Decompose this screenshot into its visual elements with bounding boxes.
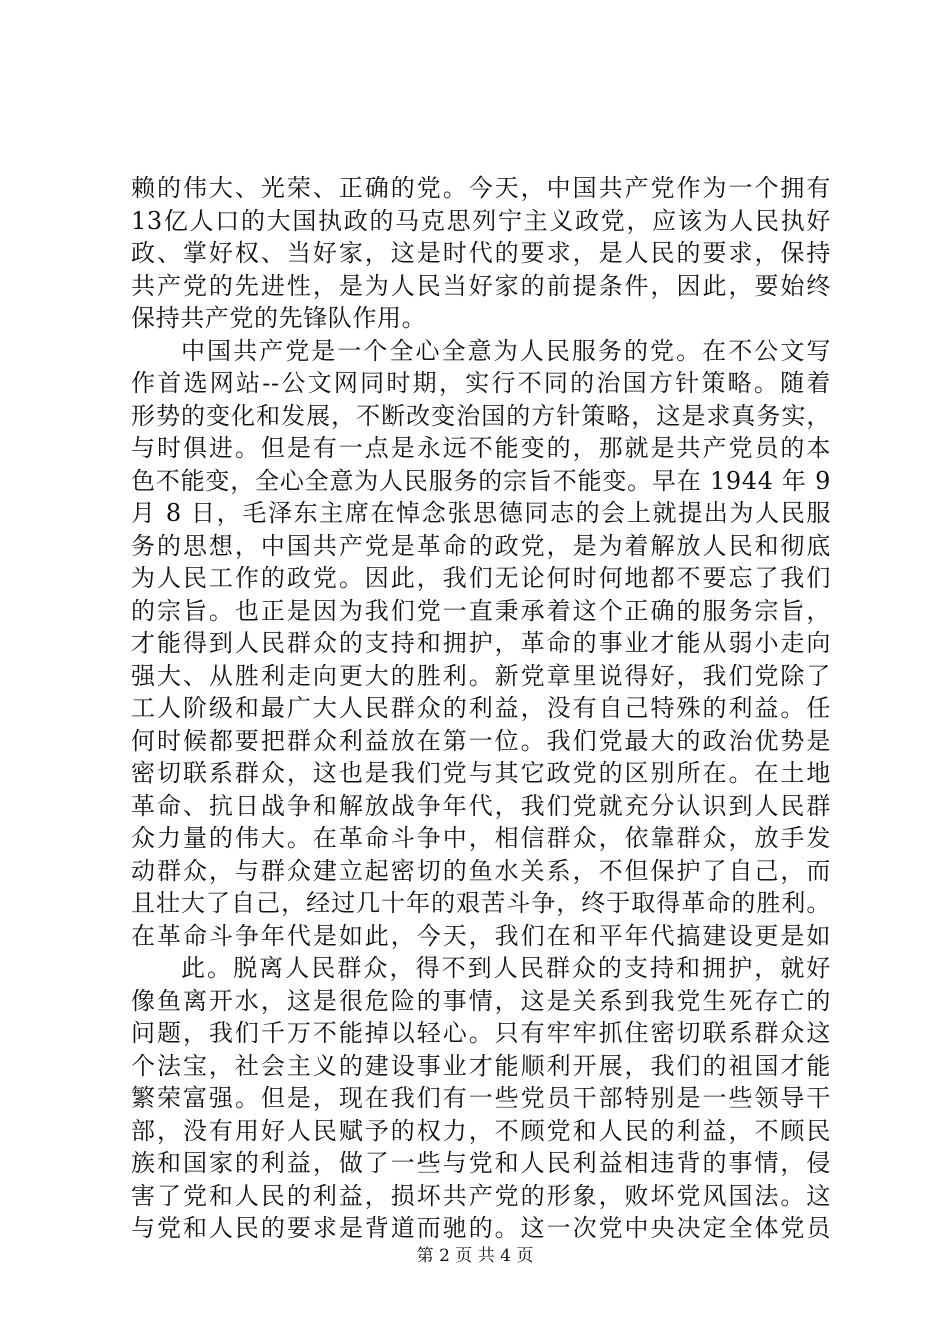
text-line: 共产党的先进性，是为人民当好家的前提条件，因此，要始终	[131, 271, 831, 300]
body-text	[131, 172, 831, 1245]
text-line: 中国共产党是一个全心全意为人民服务的党。在不公文写	[181, 336, 831, 365]
text-line: 的宗旨。也正是因为我们党一直秉承着这个正确的服务宗旨，	[131, 596, 831, 625]
text-line: 与党和人民的要求是背道而驰的。这一次党中央决定全体党员	[131, 1214, 831, 1242]
text-line: 13亿人口的大国执政的马克思列宁主义政党，应该为人民执好	[131, 206, 831, 235]
text-line: 保持共产党的先锋队作用。	[131, 304, 427, 332]
text-line: 才能得到人民群众的支持和拥护，革命的事业才能从弱小走向	[131, 629, 831, 657]
text-line: 政、掌好权、当好家，这是时代的要求，是人民的要求，保持	[131, 239, 831, 267]
text-line: 繁荣富强。但是，现在我们有一些党员干部特别是一些领导干	[131, 1084, 831, 1112]
page-footer: 第 2 页 共 4 页	[416, 1246, 534, 1266]
text-line: 作首选网站--公文网同时期，实行不同的治国方针策略。随着	[131, 369, 831, 397]
text-line: 众力量的伟大。在革命斗争中，相信群众，依靠群众，放手发	[131, 824, 831, 852]
text-line: 何时候都要把群众利益放在第一位。我们党最大的政治优势是	[131, 726, 831, 755]
text-line: 动群众，与群众建立起密切的鱼水关系，不但保护了自己，而	[131, 856, 831, 885]
text-line: 与时俱进。但是有一点是永远不能变的，那就是共产党员的本	[131, 434, 831, 462]
text-line: 像鱼离开水，这是很危险的事情，这是关系到我党生死存亡的	[131, 986, 831, 1015]
text-line: 部，没有用好人民赋予的权力，不顾党和人民的利益，不顾民	[131, 1116, 831, 1145]
text-line: 工人阶级和最广大人民群众的利益，没有自己特殊的利益。任	[131, 694, 831, 722]
text-line: 密切联系群众，这也是我们党与其它政党的区别所在。在土地	[131, 759, 831, 787]
text-line: 害了党和人民的利益，损坏共产党的形象，败坏党风国法。这	[131, 1181, 831, 1210]
text-line: 形势的变化和发展，不断改变治国的方针策略，这是求真务实，	[131, 401, 831, 430]
text-line: 为人民工作的政党。因此，我们无论何时何地都不要忘了我们	[131, 564, 831, 592]
text-line: 革命、抗日战争和解放战争年代，我们党就充分认识到人民群	[131, 791, 831, 820]
text-line: 个法宝，社会主义的建设事业才能顺利开展，我们的祖国才能	[131, 1051, 831, 1080]
text-line: 此。脱离人民群众，得不到人民群众的支持和拥护，就好	[181, 954, 831, 982]
text-line: 问题，我们千万不能掉以轻心。只有牢牢抓住密切联系群众这	[131, 1019, 831, 1047]
text-line: 族和国家的利益，做了一些与党和人民利益相违背的事情，侵	[131, 1149, 831, 1177]
text-line: 色不能变，全心全意为人民服务的宗旨不能变。早在 1944 年 9	[131, 466, 831, 495]
text-line: 强大、从胜利走向更大的胜利。新党章里说得好，我们党除了	[131, 661, 831, 690]
text-line: 赖的伟大、光荣、正确的党。今天，中国共产党作为一个拥有	[131, 174, 831, 202]
text-line: 在革命斗争年代是如此，今天，我们在和平年代搞建设更是如	[131, 921, 831, 950]
text-line: 且壮大了自己，经过几十年的艰苦斗争，终于取得革命的胜利。	[131, 889, 831, 917]
text-line: 务的思想，中国共产党是革命的政党，是为着解放人民和彻底	[131, 531, 831, 560]
text-line: 月 8 日，毛泽东主席在悼念张思德同志的会上就提出为人民服	[131, 499, 831, 527]
